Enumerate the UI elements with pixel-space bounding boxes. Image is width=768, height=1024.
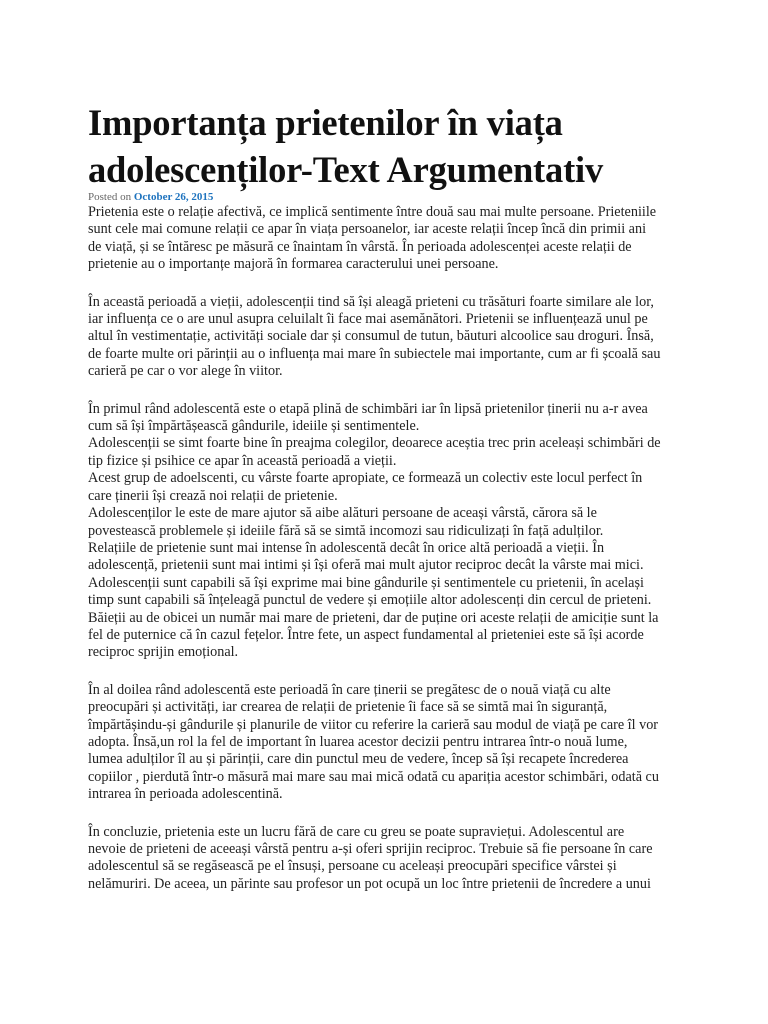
posted-label: Posted on	[88, 191, 132, 203]
argument-line: Adolescenții sunt capabili să își exprime mai bine gândurile și sentimentele cu prietenii, în același timp sunt capabili să înțeleagă punctul de vedere și emoțiile altor adolescenți din cercul de prieteni.	[88, 574, 652, 609]
paragraph-first-argument	[88, 401, 662, 662]
argument-line: Adolescenților le este de mare ajutor să aibe alături persoane de aceași vârstă, cărora să le povestească problemele și ideiile fără să se simtă incomozi sau ridiculizați în față adulților.	[88, 505, 604, 539]
paragraph-influence: În această perioadă a vieții, adolescenții tind să își aleagă prieteni cu trăsături foarte similare ale lor, iar influența ce o are unul asupra celuilalt îi face mai asemănători. Prietenii se influențează unul pe altul în vestimentație, activități sociale dar și consumul de tutun, băuturi alcoolice sau droguri. Însă, de foarte multe ori părinții au o influența mai mare în subiectele mai importante, cum ar fi școală sau carieră pe car o vor alege în viitor.	[88, 293, 661, 380]
argument-line: Adolescenții se simt foarte bine în preajma colegilor, deoarece aceștia trec prin aceleași schimbări de tip fizice și psihice ce apar în această perioadă a vieții.	[88, 435, 661, 469]
argument-line: Relațiile de prietenie sunt mai intense în adolescentă decât în orice altă perioadă a vieții. În adolescență, prietenii sunt mai intimi și își oferă mai mult ajutor reciproc decât la vârste mai mici.	[88, 539, 644, 574]
argument-line: Băieții au de obicei un număr mai mare de prieteni, dar de puține ori aceste relații de amiciție sunt la fel de puternice că în cazul fețelor. Între fete, un aspect fundamental al prieteniei este să își acorde reciproc sprijin emoțional.	[88, 609, 659, 661]
post-meta	[88, 190, 213, 204]
argument-line: În primul rând adolescentă este o etapă plină de schimbări iar în lipsă prietenilor ținerii nu a-r avea cum să își împărtășească gândurile, ideiile și sentimentele.	[88, 400, 648, 435]
article-body	[88, 204, 662, 913]
article-title: Importanța prietenilor în viața adolescenților-Text Argumentativ	[88, 102, 604, 190]
post-date-link[interactable]: October 26, 2015	[133, 191, 214, 203]
paragraph-conclusion: În concluzie, prietenia este un lucru fără de care cu greu se poate supraviețui. Adolescentul are nevoie de prieteni de aceeași vârstă pentru a-și oferi sprijin reciproc. Trebuie să fie persoane în care adolescentul să se regăsească pe el însuși, persoane cu aceleași preocupări specifice vârstei și nelămuriri. De aceea, un părinte sau profesor un pot ocupă un loc între prietenii de încredere a unui	[88, 823, 653, 892]
paragraph-intro: Prietenia este o relație afectivă, ce implică sentimente între două sau mai multe persoane. Prieteniile sunt cele mai comune relații ce apar în viața persoanelor, iar aceste relații încep încă din primii ani de viață, și se întăresc pe măsură ce înaintam în vârstă. În perioada adolescenței aceste relații de prietenie au o importanțe majoră în formarea caracterului unei persoane.	[88, 204, 657, 273]
argument-line: Acest grup de adoelscenti, cu vârste foarte apropiate, ce formează un colectiv este locul perfect în care ținerii își crează noi relații de prietenie.	[88, 470, 643, 504]
paragraph-second-argument: În al doilea rând adolescentă este perioadă în care ținerii se pregătesc de o nouă viață cu alte preocupări și activități, iar crearea de relații de prietenie îi face să se simtă mai în siguranță, împărtășindu-și gândurile și planurile de viitor cu referire la carieră sau modul de viață pe care îl vor adopta. Însă,un rol la fel de important în luarea acestor decizii pentru intrarea într-o nouă lume, lumea adulților îl au și părinții, care din punctul meu de vedere, încep să își recapete încrederea copiilor , pierdută într-o măsură mai mare sau mai mică odată cu apariția acestor schimbări, odată cu intrarea în perioada adolescentină.	[88, 681, 659, 803]
